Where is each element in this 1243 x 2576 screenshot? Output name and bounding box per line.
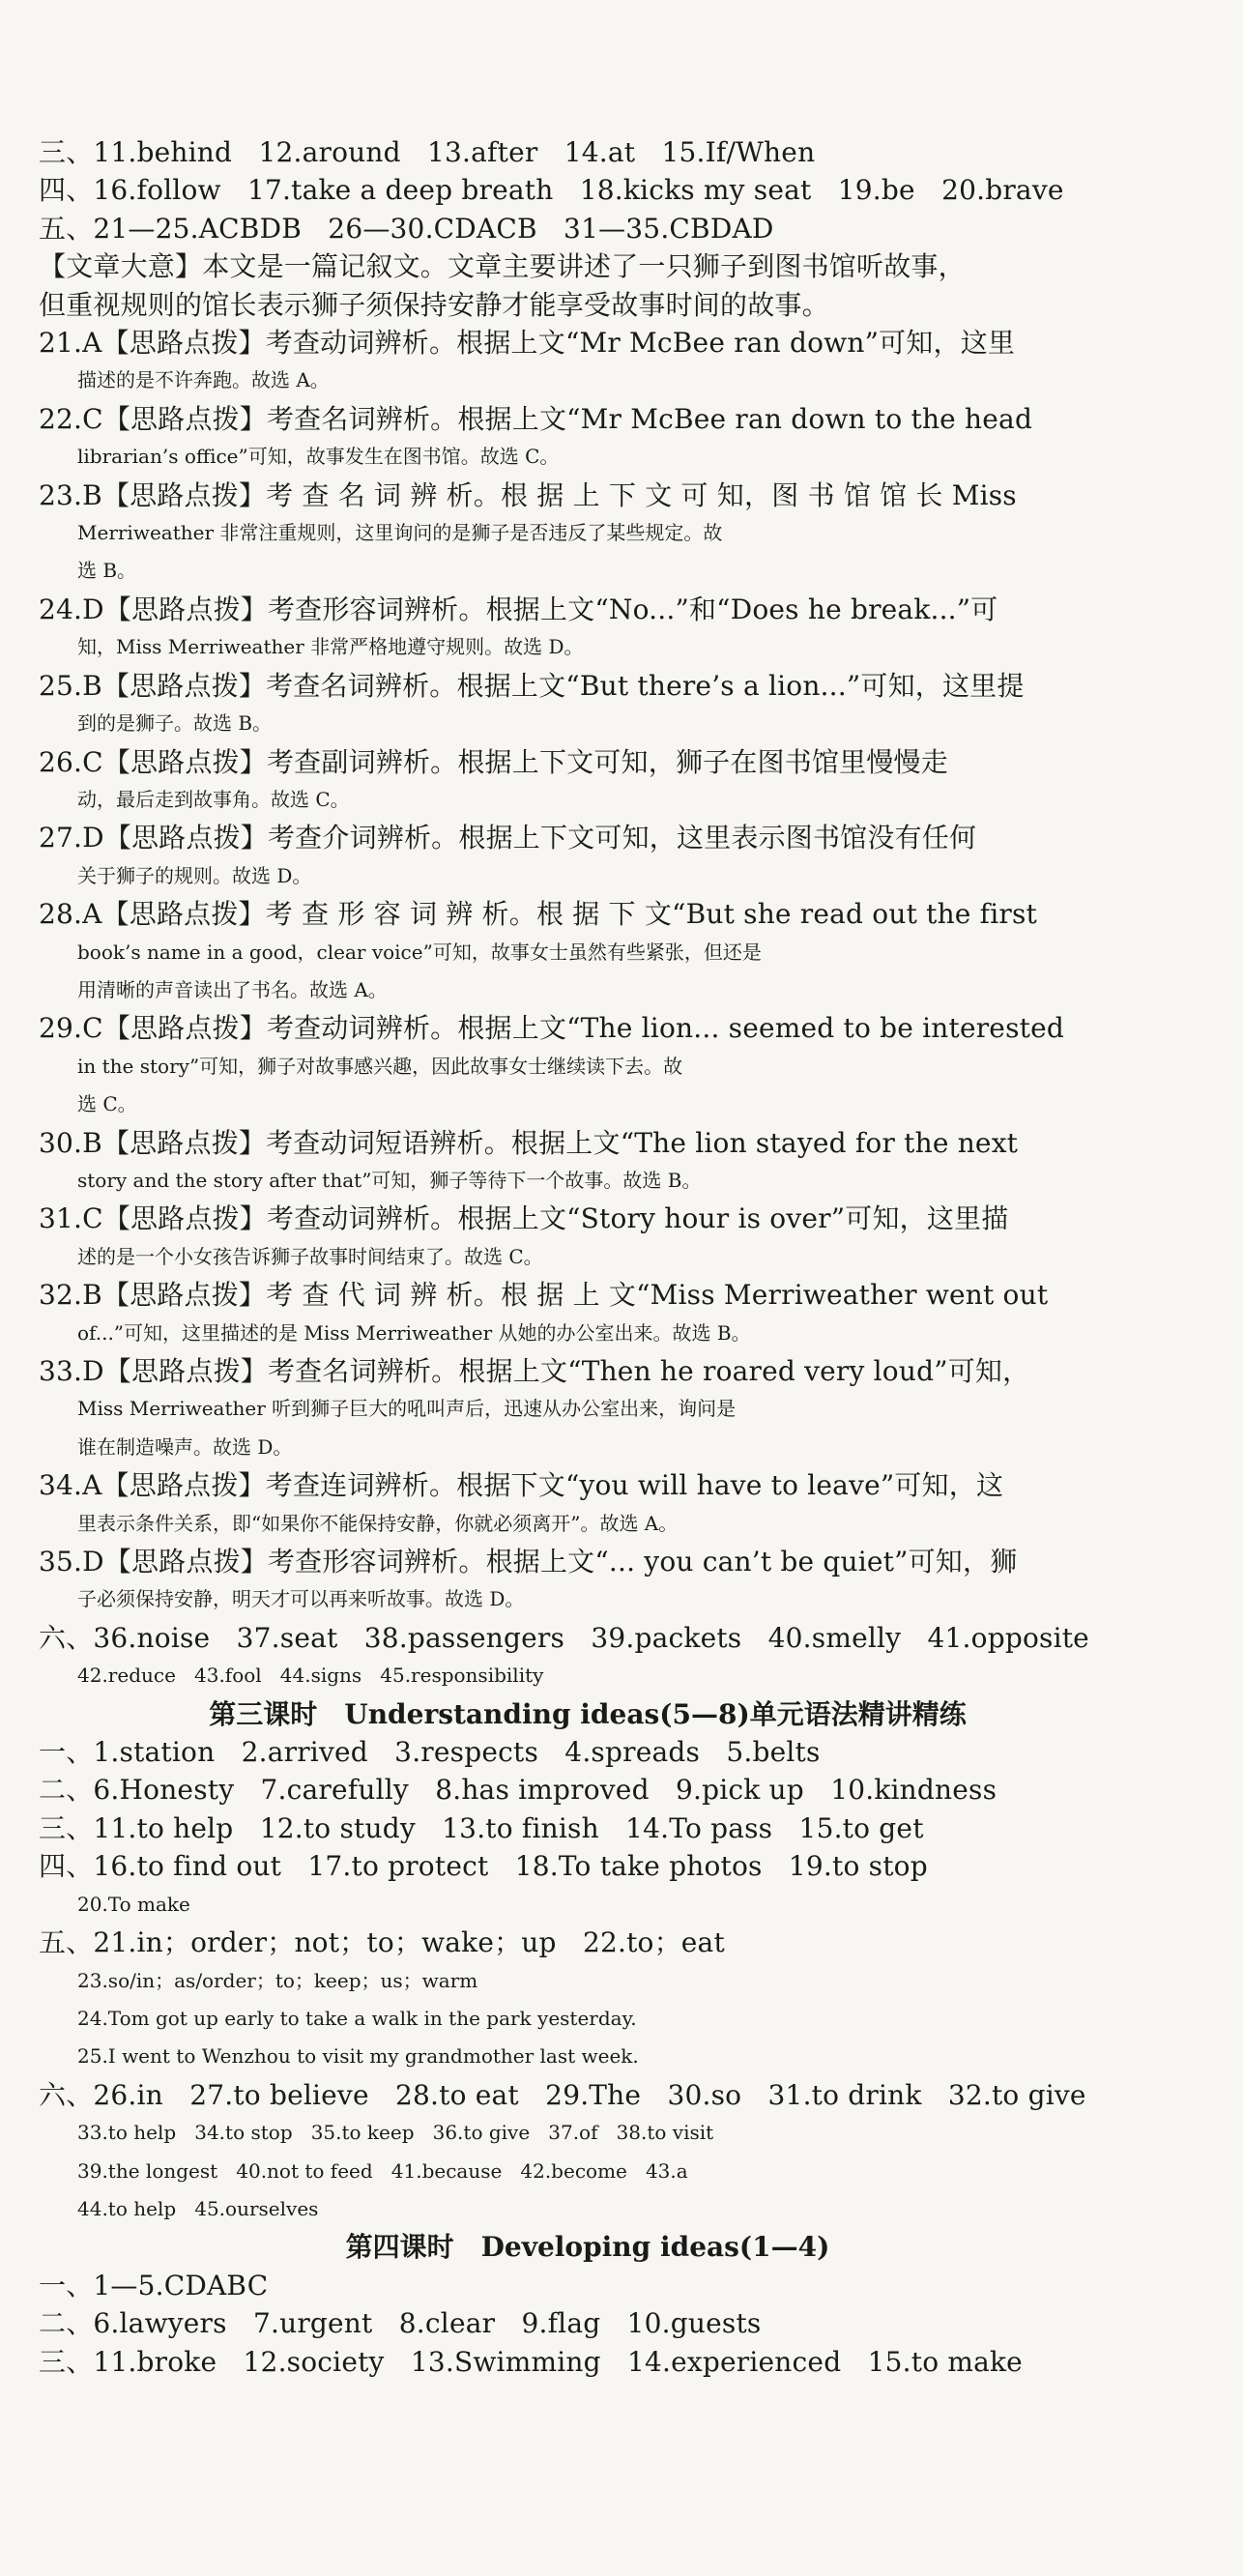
text-line: 用清晰的声音读出了书名。故选 A。 (77, 977, 388, 1001)
text-line: 四、16.follow 17.take a deep breath 18.kicks my seat 19.be 20.brave (39, 174, 1064, 207)
text-line: 四、16.to find out 17.to protect 18.To take photos 19.to stop (39, 1850, 928, 1883)
text-line: 27.D【思路点拨】考查介词辨析。根据上下文可知，这里表示图书馆没有任何 (39, 822, 977, 854)
text-line: 33.D【思路点拨】考查名词辨析。根据上文“Then he roared very loud”可知， (39, 1355, 1030, 1387)
text-line: 述的是一个小女孩告诉狮子故事时间结束了。故选 C。 (77, 1244, 543, 1268)
section-heading: 第三课时 Understanding ideas(5—8)单元语法精讲精练 (209, 1697, 967, 1730)
text-line: 三、11.broke 12.society 13.Swimming 14.experienced 15.to make (39, 2345, 1023, 2378)
text-line: librarian’s office”可知，故事发生在图书馆。故选 C。 (77, 445, 560, 469)
text-line: 20.To make (77, 1892, 190, 1916)
text-line: 里表示条件关系，即“如果你不能保持安静，你就必须离开”。故选 A。 (77, 1511, 679, 1535)
text-line: 25.I went to Wenzhou to visit my grandmother last week. (77, 2044, 639, 2069)
text-line: 33.to help 34.to stop 35.to keep 36.to give 37.of 38.to visit (77, 2121, 714, 2145)
text-line: Miss Merriweather 听到狮子巨大的吼叫声后，迅速从办公室出来，询问是 (77, 1397, 737, 1421)
text-line: 34.A【思路点拨】考查连词辨析。根据下文“you will have to leave”可知，这 (39, 1469, 1004, 1502)
text-line: 28.A【思路点拨】考 查 形 容 词 辨 析。根 据 下 文“But she read out the first (39, 898, 1038, 931)
text-line: 五、21—25.ACBDB 26—30.CDACB 31—35.CBDAD (39, 212, 774, 245)
text-line: 六、26.in 27.to believe 28.to eat 29.The 30.so 31.to drink 32.to give (39, 2078, 1086, 2111)
text-line: 44.to help 45.ourselves (77, 2196, 319, 2220)
text-line: 动，最后走到故事角。故选 C。 (77, 787, 350, 811)
text-line: 谁在制造噪声。故选 D。 (77, 1434, 293, 1459)
text-line: 三、11.behind 12.around 13.after 14.at 15.If/When (39, 136, 816, 168)
text-line: 30.B【思路点拨】考查动词短语辨析。根据上文“The lion stayed for the next (39, 1126, 1019, 1159)
text-line: 知，Miss Merriweather 非常严格地遵守规则。故选 D。 (77, 635, 584, 659)
text-line: 22.C【思路点拨】考查名词辨析。根据上文“Mr McBee ran down to the head (39, 402, 1033, 435)
text-line: 24.D【思路点拨】考查形容词辨析。根据上文“No...”和“Does he break...”可 (39, 593, 998, 625)
text-line: 32.B【思路点拨】考 查 代 词 辨 析。根 据 上 文“Miss Merriweather went out (39, 1279, 1049, 1312)
text-line: 21.A【思路点拨】考查动词辨析。根据上文“Mr McBee ran down”可知，这里 (39, 327, 1016, 360)
text-line: 25.B【思路点拨】考查名词辨析。根据上文“But there’s a lion...”可知，这里提 (39, 669, 1025, 702)
text-line: 35.D【思路点拨】考查形容词辨析。根据上文“... you can’t be quiet”可知，狮 (39, 1546, 1018, 1578)
text-line: 【文章大意】本文是一篇记叙文。文章主要讲述了一只狮子到图书馆听故事， (39, 250, 966, 283)
text-line: 一、1—5.CDABC (39, 2269, 269, 2301)
text-line: 子必须保持安静，明天才可以再来听故事。故选 D。 (77, 1587, 525, 1611)
text-line: 一、1.station 2.arrived 3.respects 4.spreads 5.belts (39, 1736, 821, 1769)
text-line: 24.Tom got up early to take a walk in the park yesterday. (77, 2006, 637, 2030)
text-line: 23.so/in；as/order；to；keep；us；warm (77, 1968, 478, 1992)
text-line: 二、6.lawyers 7.urgent 8.clear 9.flag 10.guests (39, 2307, 762, 2340)
text-line: 39.the longest 40.not to feed 41.because 42.become 43.a (77, 2158, 688, 2183)
text-line: 选 C。 (77, 1092, 137, 1116)
text-line: Merriweather 非常注重规则，这里询问的是狮子是否违反了某些规定。故 (77, 521, 723, 545)
text-line: 关于狮子的规则。故选 D。 (77, 863, 312, 887)
section-heading: 第四课时 Developing ideas(1—4) (345, 2231, 830, 2264)
text-line: 29.C【思路点拨】考查动词辨析。根据上文“The lion... seemed to be interested (39, 1012, 1064, 1045)
text-line: 描述的是不许奔跑。故选 A。 (77, 368, 330, 392)
text-line: story and the story after that”可知，狮子等待下一个故事。故选 B。 (77, 1168, 702, 1192)
text-line: of...”可知，这里描述的是 Miss Merriweather 从她的办公室出来。故选 B。 (77, 1320, 751, 1345)
text-line: book’s name in a good，clear voice”可知，故事女士虽然有些紧张，但还是 (77, 940, 762, 964)
text-line: 到的是狮子。故选 B。 (77, 711, 273, 736)
text-line: 五、21.in；order；not；to；wake；up 22.to；eat (39, 1926, 725, 1959)
text-line: 26.C【思路点拨】考查副词辨析。根据上下文可知，狮子在图书馆里慢慢走 (39, 745, 948, 778)
text-line: 二、6.Honesty 7.carefully 8.has improved 9.pick up 10.kindness (39, 1774, 997, 1807)
text-line: 23.B【思路点拨】考 查 名 词 辨 析。根 据 上 下 文 可 知，图 书 馆 馆 长 Miss (39, 478, 1017, 511)
text-line: 选 B。 (77, 559, 137, 583)
text-line: 六、36.noise 37.seat 38.passengers 39.packets 40.smelly 41.opposite (39, 1621, 1089, 1654)
text-line: 42.reduce 43.fool 44.signs 45.responsibility (77, 1664, 544, 1688)
text-line: in the story”可知，狮子对故事感兴趣，因此故事女士继续读下去。故 (77, 1054, 683, 1078)
text-line: 31.C【思路点拨】考查动词辨析。根据上文“Story hour is over”可知，这里描 (39, 1202, 1009, 1235)
text-line: 三、11.to help 12.to study 13.to finish 14.To pass 15.to get (39, 1811, 924, 1844)
text-line: 但重视规则的馆长表示狮子须保持安静才能享受故事时间的故事。 (39, 288, 829, 321)
